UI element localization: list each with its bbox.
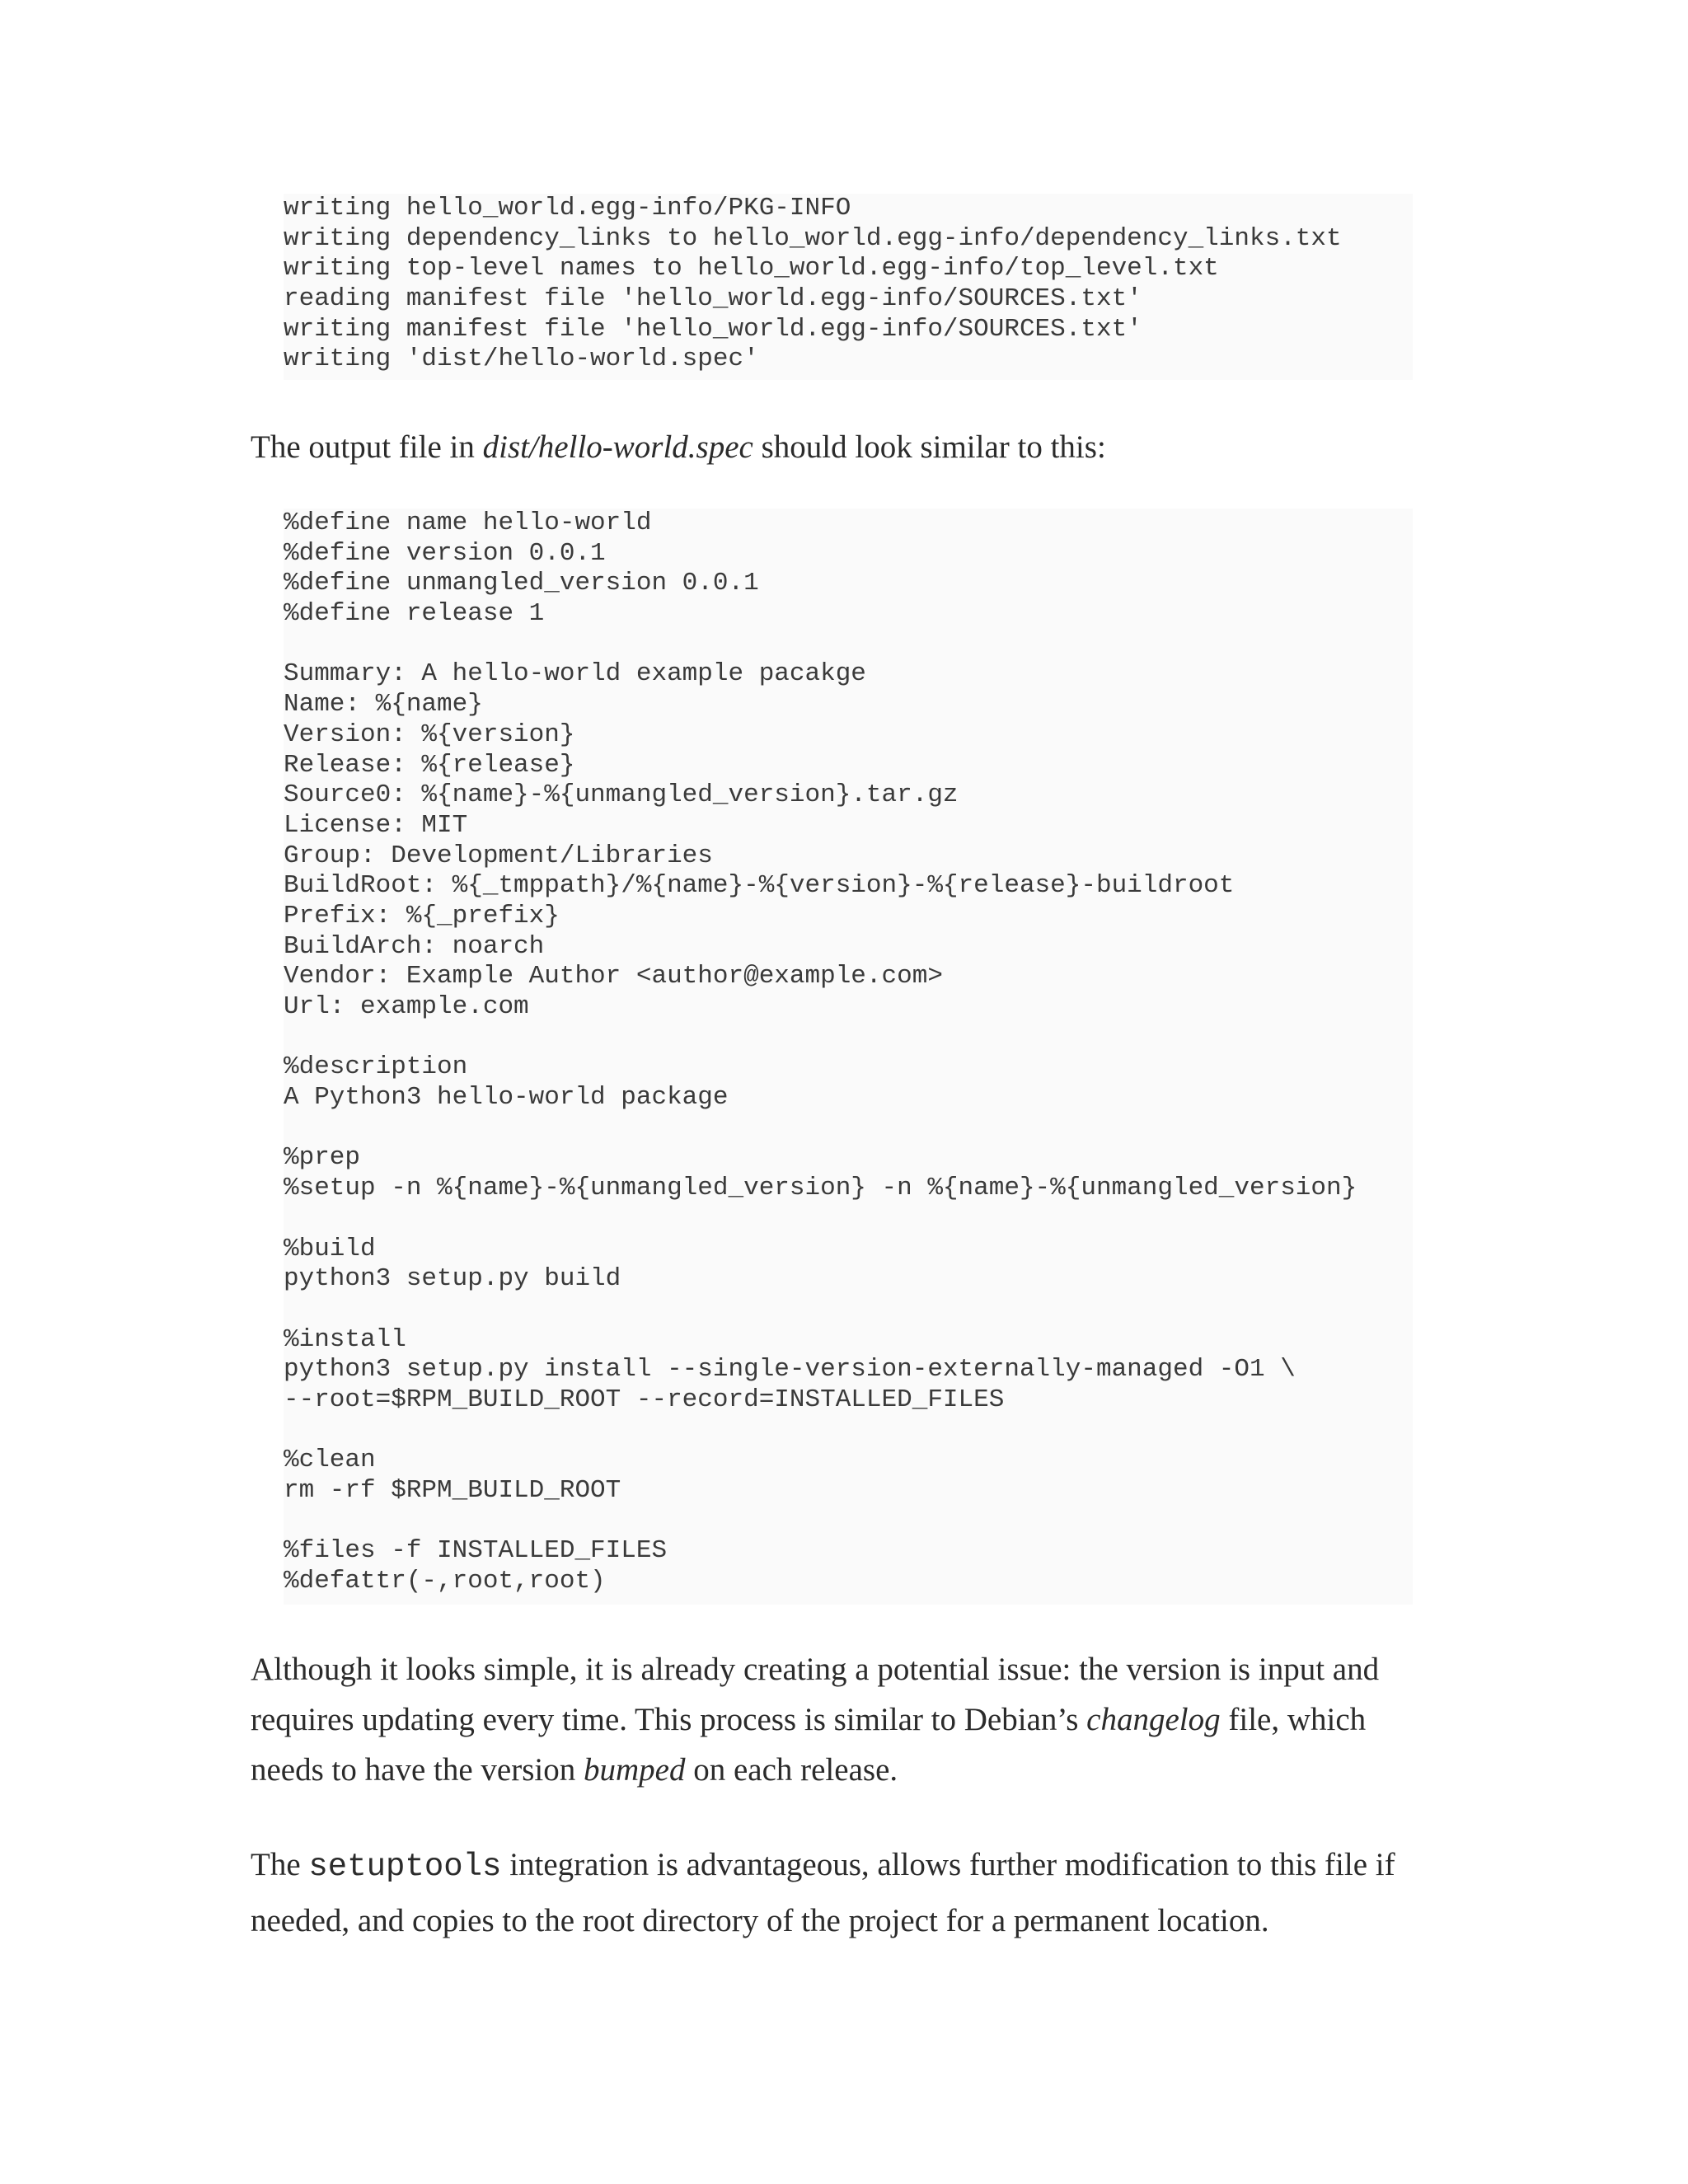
code-line: %define release 1 [284,599,545,629]
setuptools-paragraph [251,1838,1429,1947]
code-line: %define version 0.0.1 [284,538,606,568]
spec-file-code-block [284,509,1413,1605]
version-issue-paragraph [251,1644,1429,1795]
output-file-paragraph [251,422,1429,472]
paragraph-text: The [251,1847,309,1882]
changelog-emphasis: changelog [1086,1702,1221,1737]
code-line: BuildRoot: %{_tmppath}/%{name}-%{version}-%{release}-buildroot [284,871,1235,901]
code-line: writing dependency_links to hello_world.egg-info/dependency_links.txt [284,223,1342,253]
code-line: writing manifest file 'hello_world.egg-info/SOURCES.txt' [284,314,1142,344]
paragraph-text: Although it looks simple, it is already creating a potential issue: the version is input and requires updating every time. This process is similar to Debian’s [251,1652,1380,1737]
build-output-code-block [284,194,1413,380]
code-line: BuildArch: noarch [284,931,545,961]
code-line: Url: example.com [284,992,529,1021]
code-line: Vendor: Example Author <author@example.com> [284,962,943,991]
code-line: reading manifest file 'hello_world.egg-info/SOURCES.txt' [284,284,1142,314]
code-line: %defattr(-,root,root) [284,1567,606,1596]
code-line: rm -rf $RPM_BUILD_ROOT [284,1476,621,1505]
paragraph-text: should look similar to this: [753,429,1106,465]
code-line [284,1204,1413,1235]
code-line: %install [284,1324,406,1354]
code-line: python3 setup.py install --single-version-externally-managed -O1 \ [284,1355,1296,1385]
code-line [284,1507,1413,1537]
code-line [284,1023,1413,1053]
code-line: %setup -n %{name}-%{unmangled_version} -n %{name}-%{unmangled_version} [284,1174,1357,1203]
paragraph-text: The output file in [251,429,483,465]
paragraph-text: file, which needs to have the version [251,1702,1367,1788]
code-line: writing 'dist/hello-world.spec' [284,344,759,374]
code-line: writing top-level names to hello_world.egg-info/top_level.txt [284,254,1219,284]
code-line: writing hello_world.egg-info/PKG-INFO [284,194,851,223]
code-line: License: MIT [284,810,468,840]
code-line [284,1113,1413,1144]
code-line: %prep [284,1143,361,1173]
code-line: %clean [284,1446,376,1475]
paragraph-text: on each release. [685,1752,898,1788]
bumped-emphasis: bumped [583,1752,686,1788]
code-line: %description [284,1052,468,1082]
code-line: Source0: %{name}-%{unmangled_version}.tar.gz [284,780,959,810]
code-line: Release: %{release} [284,750,575,780]
code-line: %define name hello-world [284,509,652,537]
code-line: python3 setup.py build [284,1264,621,1294]
code-line: %build [284,1234,376,1263]
code-line: Summary: A hello-world example pacakge [284,659,866,689]
code-line: %define unmangled_version 0.0.1 [284,569,759,598]
code-line [284,1295,1413,1325]
code-line: Version: %{version} [284,719,575,749]
paragraph-text: integration is advantageous, allows further modification to this file if needed, and copies to the root directory of the project for a permanent location. [251,1847,1395,1938]
code-line: Prefix: %{_prefix} [284,901,560,930]
code-line [284,630,1413,660]
code-line: %files -f INSTALLED_FILES [284,1536,668,1566]
code-line: Group: Development/Libraries [284,841,713,870]
code-line [284,1416,1413,1446]
code-line: Name: %{name} [284,690,483,719]
code-line: --root=$RPM_BUILD_ROOT --record=INSTALLED_FILES [284,1385,1005,1414]
spec-file-path: dist/hello-world.spec [482,429,753,465]
setuptools-inline-code: setuptools [308,1849,502,1885]
code-line: A Python3 hello-world package [284,1083,729,1113]
